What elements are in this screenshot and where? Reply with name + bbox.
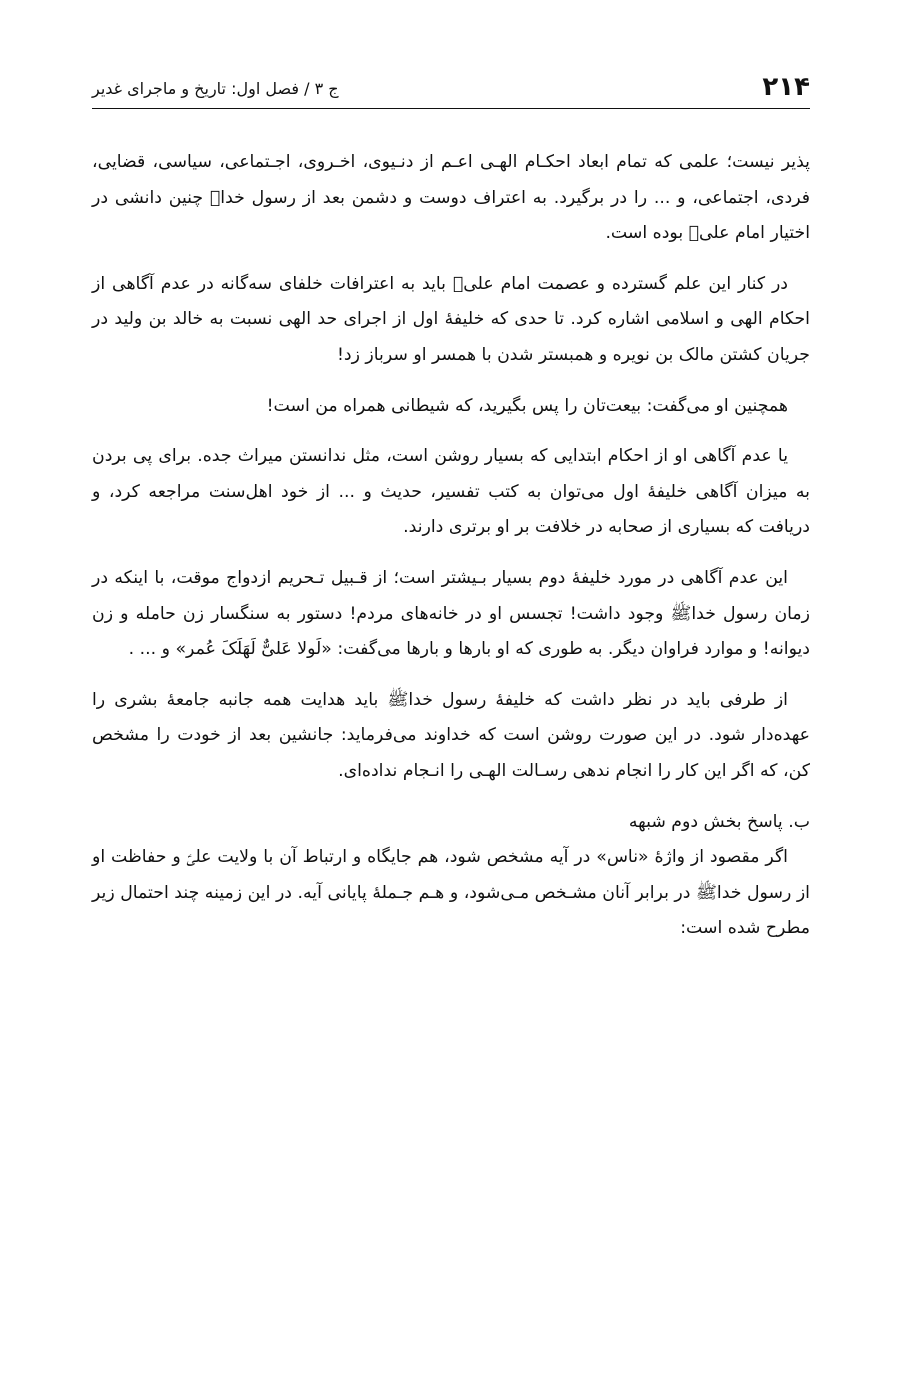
- paragraph-1: پذیر نیست؛ علمی که تمام ابعاد احکـام الهـی اعـم از دنـیوی، اخـروی، اجـتماعی، سیاسی، قضایی، فردی، اجتماعی، و ... را در برگیرد. به اعتراف دوست و دشمن بعد از رسول خداﷺ چنین دانشی در اختیار امام علیؑ بوده است.: [92, 152, 810, 244]
- running-header: [92, 68, 810, 109]
- page-number: ۲۱۴: [762, 72, 810, 102]
- paragraph-3: همچنین او می‌گفت: بیعت‌تان را پس بگیرید، که شیطانی همراه من است!: [266, 395, 788, 416]
- paragraph-5: این عدم آگاهی در مورد خلیفهٔ دوم بسیار بـیشتر است؛ از قـبیل تـحریم ازدواج موقت، با اینکه در زمان رسول خداﷺ وجود داشت! تجسس او در خانه‌های مردم! دستور به سنگسار زن حامله و زن دیوانه! و موارد فراوان دیگر. به طوری که او بارها و بارها می‌گفت: «لَولا عَلیٌّ لَهَلَکَ عُمر» و ... .: [92, 567, 810, 660]
- paragraph-4: یا عدم آگاهی او از احکام ابتدایی که بسیار روشن است، مثل ندانستن میراث جده. برای پی بردن به میزان آگاهی خلیفهٔ اول می‌توان به کتب تفسیر، حدیث و ... از خود اهل‌سنت مراجعه کرد، و دریافت که بسیاری از صحابه در خلافت بر او برتری دارند.: [92, 446, 810, 538]
- section-heading: ب. پاسخ بخش دوم شبهه: [628, 811, 810, 832]
- paragraph-6: از طرفی باید در نظر داشت که خلیفهٔ رسول خداﷺ باید هدایت همه جانبه جامعهٔ بشری را عهده‌دار شود. در این صورت روشن است که خداوند می‌فرماید: جانشین بعد از خودت را مشخص کن، که اگر این کار را انجام ندهی رسـالت الهـی را انـجام نداده‌ای.: [92, 689, 810, 781]
- book-page: [92, 0, 810, 1390]
- chapter-title: ج ۳ / فصل اول: تاریخ و ماجرای غدیر: [92, 79, 339, 98]
- paragraph-2: در کنار این علم گسترده و عصمت امام علیؑ باید به اعترافات خلفای سه‌گانه در عدم آگاهی از احکام الهی و اسلامی اشاره کرد. تا حدی که خلیفهٔ اول از اجرای حد الهی نسبت به خالد بن ولید در جریان کشتن مالک بن نویره و همبستر شدن با همسر او سرباز زد!: [92, 273, 810, 365]
- section-paragraph: اگر مقصود از واژهٔ «ناس» در آیه مشخص شود، هم جایگاه و ارتباط آن با ولایت علیؑ و حفاظت او از رسول خداﷺ در برابر آنان مشـخص مـی‌شود، و هـم جـملهٔ پایانی آیه. در این زمینه چند احتمال زیر مطرح شده است:: [92, 847, 810, 939]
- body-text: [92, 145, 810, 947]
